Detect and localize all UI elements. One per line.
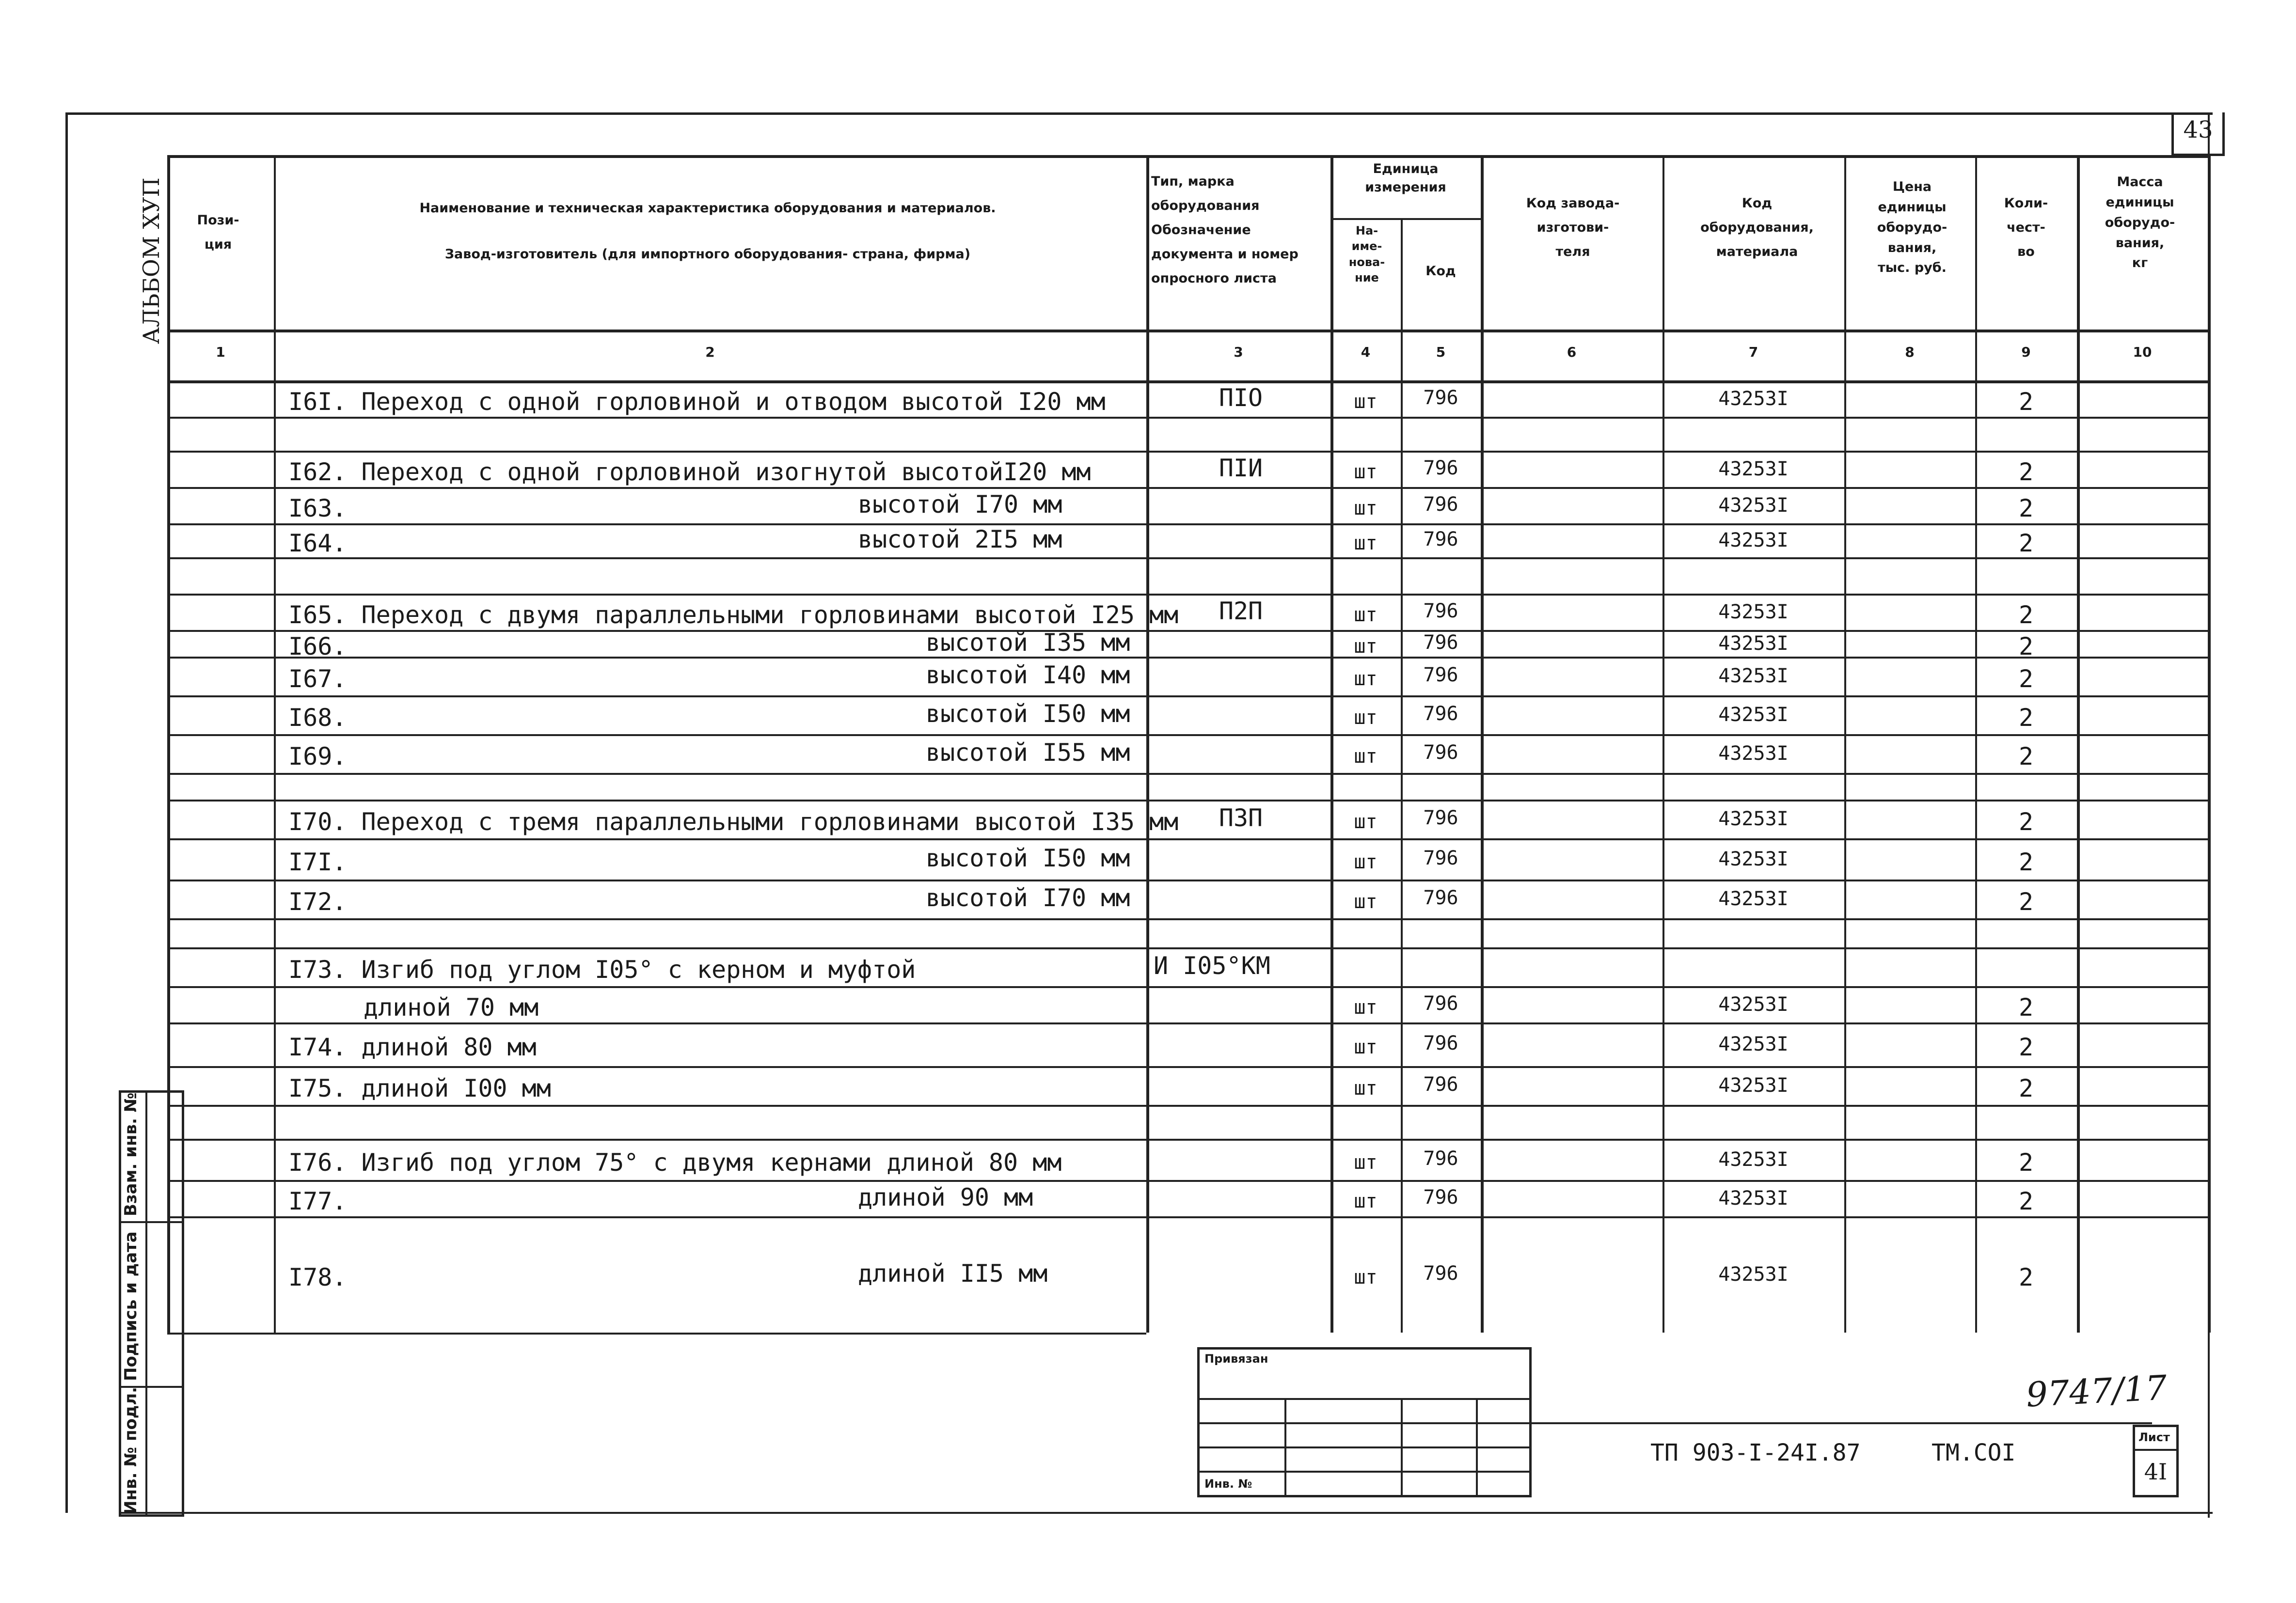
- table-rule: [167, 523, 2208, 525]
- row-name: I72.: [288, 888, 347, 916]
- row-qty: 2: [2018, 1074, 2034, 1102]
- row-unit: шт: [1354, 635, 1378, 658]
- row-name-tail: длиной 90 мм: [858, 1183, 1033, 1211]
- row-name: I69.: [288, 742, 347, 770]
- row-unit: шт: [1354, 668, 1378, 690]
- row-name: I75. длиной I00 мм: [288, 1074, 551, 1102]
- row-code: 796: [1423, 847, 1458, 869]
- row-qty: 2: [2018, 888, 2034, 916]
- stamp-line: [1476, 1398, 1478, 1497]
- column-number: 5: [1436, 344, 1446, 360]
- row-equip-code: 43253I: [1718, 387, 1789, 410]
- stamp-line: [1197, 1446, 1532, 1448]
- header-price: Цена единицы оборудо- вания, тыс. руб.: [1877, 179, 1948, 276]
- row-name-tail: высотой I50 мм: [926, 700, 1130, 728]
- stamp-inv-no: Инв. №: [1204, 1477, 1252, 1491]
- column-number: 9: [2021, 344, 2031, 360]
- row-name: I68.: [288, 704, 347, 732]
- row-code: 796: [1423, 386, 1458, 409]
- row-equip-code: 43253I: [1718, 848, 1789, 870]
- stamp-line: [1401, 1398, 1403, 1497]
- header-unit: Единица измерения: [1365, 161, 1446, 195]
- row-code: 796: [1423, 807, 1458, 829]
- row-name-tail: высотой I70 мм: [858, 490, 1062, 519]
- side-divider: [119, 1221, 184, 1223]
- header-equip-code: Код оборудования, материала: [1700, 196, 1814, 259]
- row-code: 796: [1423, 887, 1458, 909]
- row-equip-code: 43253I: [1718, 808, 1789, 830]
- row-name: I74. длиной 80 мм: [288, 1033, 537, 1061]
- column-number: 10: [2133, 344, 2152, 360]
- row-equip-code: 43253I: [1718, 529, 1789, 551]
- side-divider: [145, 1090, 147, 1517]
- row-unit: шт: [1354, 996, 1378, 1019]
- row-code: 796: [1423, 599, 1458, 622]
- table-rule: [167, 773, 2208, 775]
- row-qty: 2: [2018, 632, 2034, 660]
- title-block-line: [2133, 1449, 2179, 1451]
- table-rule: [167, 630, 2208, 632]
- row-unit: шт: [1354, 532, 1378, 554]
- row-name: длиной 70 мм: [364, 993, 539, 1022]
- row-equip-code: 43253I: [1718, 1033, 1789, 1055]
- column-number: 4: [1361, 344, 1371, 360]
- column-number: 8: [1905, 344, 1915, 360]
- column-number: 7: [1748, 344, 1758, 360]
- row-name-tail: высотой I55 мм: [926, 739, 1130, 767]
- table-rule: [1844, 155, 1846, 1333]
- sheet-number: 43: [2183, 116, 2213, 143]
- table-rule: [167, 487, 2208, 489]
- row-equip-code: 43253I: [1718, 888, 1789, 910]
- row-name-tail: высотой I70 мм: [926, 884, 1130, 912]
- row-code: 796: [1423, 1032, 1458, 1054]
- row-name: I78.: [288, 1263, 347, 1291]
- row-qty: 2: [2018, 1148, 2034, 1177]
- row-code: 796: [1423, 631, 1458, 654]
- table-rule: [2077, 155, 2080, 1333]
- table-rule: [167, 557, 2208, 559]
- header-mass: Масса единицы оборудо- вания, кг: [2105, 174, 2175, 271]
- row-type: И I05°КМ: [1154, 952, 1270, 980]
- row-equip-code: 43253I: [1718, 742, 1789, 765]
- table-rule: [167, 155, 170, 1333]
- row-unit: шт: [1354, 1190, 1378, 1212]
- table-rule: [167, 1022, 2208, 1024]
- stamp-list-number: 4I: [2144, 1459, 2168, 1485]
- column-number: 3: [1234, 344, 1243, 360]
- column-number: 6: [1567, 344, 1577, 360]
- row-name: I70. Переход с тремя параллельными горловинами высотой I35 мм: [288, 808, 1179, 836]
- row-code: 796: [1423, 456, 1458, 479]
- row-type: ПІИ: [1219, 454, 1263, 482]
- row-name: I62. Переход с одной горловиной изогнутой высотойI20 мм: [288, 457, 1091, 486]
- header-type: Тип, марка оборудования Обозначение документа и номер опросного листа: [1151, 174, 1298, 286]
- row-equip-code: 43253I: [1718, 600, 1789, 623]
- column-number: 1: [216, 344, 225, 360]
- row-qty: 2: [2018, 665, 2034, 693]
- row-code: 796: [1423, 528, 1458, 550]
- table-rule: [167, 155, 2208, 158]
- row-code: 796: [1423, 664, 1458, 686]
- row-type: П2П: [1219, 597, 1263, 625]
- row-unit: шт: [1354, 390, 1378, 413]
- row-unit: шт: [1354, 497, 1378, 519]
- row-unit: шт: [1354, 1077, 1378, 1100]
- row-name: I63.: [288, 494, 347, 522]
- row-name-tail: высотой I35 мм: [926, 628, 1130, 657]
- table-rule: [167, 1333, 1146, 1335]
- table-rule: [167, 1105, 2208, 1107]
- row-name-tail: длиной II5 мм: [858, 1259, 1048, 1288]
- table-rule: [167, 918, 2208, 920]
- table-rule: [167, 594, 2208, 596]
- table-rule: [167, 695, 2208, 697]
- stamp-line: [1197, 1471, 1532, 1473]
- row-code: 796: [1423, 703, 1458, 725]
- header-maker-code: Код завода- изготови- теля: [1526, 196, 1620, 259]
- header-name-line2: Завод-изготовитель (для импортного оборудования- страна, фирма): [444, 247, 971, 262]
- row-equip-code: 43253I: [1718, 993, 1789, 1016]
- row-qty: 2: [2018, 808, 2034, 836]
- row-name-tail: высотой I50 мм: [926, 844, 1130, 872]
- table-rule: [1146, 155, 1149, 1333]
- album-label: АЛЬБОМ ХУП: [138, 177, 164, 344]
- row-qty: 2: [2018, 457, 2034, 486]
- row-qty: 2: [2018, 529, 2034, 557]
- row-unit: шт: [1354, 850, 1378, 873]
- side-label-inv: Инв. № подл.: [121, 1386, 141, 1514]
- table-rule: [2208, 155, 2211, 1333]
- row-qty: 2: [2018, 1263, 2034, 1291]
- row-name-tail: высотой 2I5 мм: [858, 525, 1062, 553]
- row-unit: шт: [1354, 891, 1378, 913]
- stamp-line: [1197, 1398, 1532, 1400]
- table-rule: [167, 947, 2208, 949]
- table-rule: [1481, 155, 1484, 1333]
- row-equip-code: 43253I: [1718, 632, 1789, 655]
- row-equip-code: 43253I: [1718, 457, 1789, 480]
- table-rule: [167, 986, 2208, 988]
- table-rule: [167, 657, 2208, 659]
- row-name: I67.: [288, 665, 347, 693]
- row-equip-code: 43253I: [1718, 1187, 1789, 1210]
- row-name-tail: высотой I40 мм: [926, 661, 1130, 689]
- row-equip-code: 43253I: [1718, 1263, 1789, 1286]
- row-qty: 2: [2018, 494, 2034, 522]
- row-qty: 2: [2018, 1033, 2034, 1061]
- table-rule: [167, 417, 2208, 419]
- stamp-list-label: Лист: [2138, 1430, 2170, 1444]
- header-unit-name: На- име- нова- ние: [1348, 224, 1385, 285]
- row-name: I6I. Переход с одной горловиной и отводом высотой I20 мм: [288, 387, 1106, 416]
- row-qty: 2: [2018, 993, 2034, 1022]
- stamp-line: [1197, 1422, 1532, 1424]
- row-name: I77.: [288, 1187, 347, 1215]
- row-name: I64.: [288, 529, 347, 557]
- table-rule: [167, 1180, 2208, 1182]
- header-unit-code: Код: [1425, 264, 1456, 279]
- row-qty: 2: [2018, 387, 2034, 416]
- row-code: 796: [1423, 1262, 1458, 1285]
- row-name: I66.: [288, 632, 347, 660]
- row-equip-code: 43253I: [1718, 1074, 1789, 1097]
- row-code: 796: [1423, 493, 1458, 516]
- stamp-mark: ТМ.СОI: [1932, 1439, 2016, 1466]
- header-qty: Коли- чест- во: [2004, 196, 2048, 259]
- side-label-vzam: Взам. инв. №: [121, 1092, 141, 1216]
- table-rule: [167, 800, 2208, 802]
- table-rule: [167, 451, 2208, 453]
- row-qty: 2: [2018, 848, 2034, 876]
- frame-bottom-edge: [119, 1512, 2213, 1514]
- row-equip-code: 43253I: [1718, 704, 1789, 726]
- row-qty: 2: [2018, 1187, 2034, 1215]
- row-qty: 2: [2018, 600, 2034, 629]
- row-code: 796: [1423, 1147, 1458, 1170]
- header-name-line1: Наименование и техническая характеристика оборудования и материалов.: [419, 201, 996, 216]
- table-rule: [167, 330, 2208, 332]
- row-code: 796: [1423, 1073, 1458, 1096]
- row-equip-code: 43253I: [1718, 494, 1789, 517]
- row-unit: шт: [1354, 707, 1378, 729]
- row-type: ПІО: [1219, 383, 1263, 412]
- table-rule: [167, 1139, 2208, 1141]
- row-unit: шт: [1354, 1266, 1378, 1289]
- stamp-line: [1284, 1398, 1286, 1497]
- stamp-handwritten-number: 9747/17: [2025, 1367, 2168, 1415]
- row-equip-code: 43253I: [1718, 665, 1789, 687]
- table-rule: [167, 1216, 2208, 1218]
- row-unit: шт: [1354, 745, 1378, 768]
- table-rule: [167, 880, 2208, 881]
- title-block-line: [1527, 1422, 2152, 1424]
- stamp-privyazan: Привязан: [1204, 1352, 1268, 1366]
- row-name: I76. Изгиб под углом 75° с двумя кернами длиной 80 мм: [288, 1148, 1062, 1177]
- row-code: 796: [1423, 1186, 1458, 1209]
- row-name: I65. Переход с двумя параллельными горловинами высотой I25 мм: [288, 600, 1179, 629]
- table-rule: [274, 155, 276, 1333]
- row-name: I73. Изгиб под углом I05° с керном и муфтой: [288, 956, 916, 984]
- table-rule: [167, 1066, 2208, 1068]
- row-unit: шт: [1354, 1151, 1378, 1174]
- row-code: 796: [1423, 741, 1458, 764]
- row-unit: шт: [1354, 1036, 1378, 1058]
- header-position: Пози- ция: [197, 213, 239, 252]
- row-code: 796: [1423, 992, 1458, 1015]
- row-equip-code: 43253I: [1718, 1148, 1789, 1171]
- table-rule: [167, 734, 2208, 736]
- row-name: I7I.: [288, 848, 347, 876]
- row-unit: шт: [1354, 460, 1378, 483]
- row-type: П3П: [1219, 804, 1263, 832]
- stamp-doc-code: ТП 903-I-24I.87: [1650, 1439, 1861, 1466]
- row-unit: шт: [1354, 811, 1378, 833]
- column-number: 2: [705, 344, 715, 360]
- row-unit: шт: [1354, 603, 1378, 626]
- row-qty: 2: [2018, 704, 2034, 732]
- table-rule: [167, 838, 2208, 840]
- side-label-podpis: Подпись и дата: [121, 1231, 141, 1381]
- row-qty: 2: [2018, 742, 2034, 770]
- table-rule: [1330, 218, 1481, 220]
